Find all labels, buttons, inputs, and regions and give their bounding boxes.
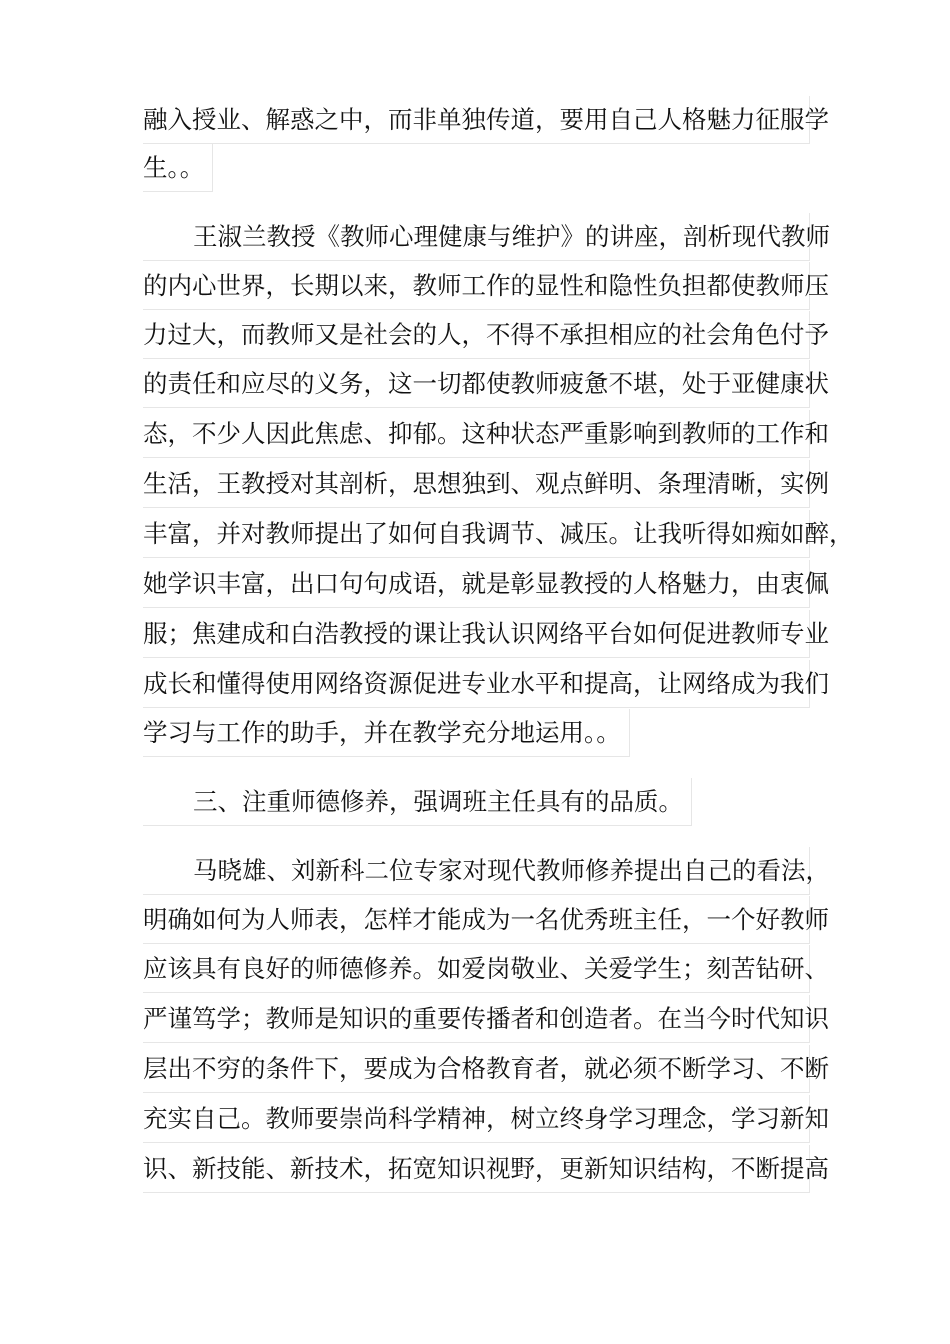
text-line: 层出不穷的条件下，要成为合格教育者，就必须不断学习、不断 [143, 1045, 810, 1093]
text-line: 严谨笃学；教师是知识的重要传播者和创造者。在当今时代知识 [143, 995, 810, 1043]
text-line: 服；焦建成和白浩教授的课让我认识网络平台如何促进教师专业 [143, 610, 810, 658]
text-line: 态，不少人因此焦虑、抑郁。这种状态严重影响到教师的工作和 [143, 410, 810, 458]
text-line: 识、新技能、新技术，拓宽知识视野，更新知识结构，不断提高 [143, 1145, 810, 1193]
text-line: 力过大，而教师又是社会的人，不得不承担相应的社会角色付予 [143, 311, 810, 359]
text-line: 的责任和应尽的义务，这一切都使教师疲惫不堪，处于亚健康状 [143, 360, 810, 408]
text-line: 应该具有良好的师德修养。如爱岗敬业、关爱学生；刻苦钻研、 [143, 945, 810, 993]
text-line: 她学识丰富，出口句句成语，就是彰显教授的人格魅力，由衷佩 [143, 560, 810, 608]
text-line: 成长和懂得使用网络资源促进专业水平和提高，让网络成为我们 [143, 660, 810, 708]
text-line: 充实自己。教师要崇尚科学精神，树立终身学习理念，学习新知 [143, 1095, 810, 1143]
text-line: 明确如何为人师表，怎样才能成为一名优秀班主任，一个好教师 [143, 896, 810, 944]
text-line: 融入授业、解惑之中，而非单独传道，要用自己人格魅力征服学 [143, 96, 810, 144]
text-line: 丰富，并对教师提出了如何自我调节、减压。让我听得如痴如醉， [143, 510, 810, 558]
text-line: 生。。 [143, 144, 213, 192]
text-line: 的内心世界，长期以来，教师工作的显性和隐性负担都使教师压 [143, 262, 810, 310]
text-line: 马晓雄、刘新科二位专家对现代教师修养提出自己的看法， [143, 847, 810, 895]
text-line: 生活，王教授对其剖析，思想独到、观点鲜明、条理清晰，实例 [143, 460, 810, 508]
section-heading: 三、注重师德修养，强调班主任具有的品质。 [143, 778, 692, 826]
text-line: 学习与工作的助手，并在教学充分地运用。。 [143, 709, 630, 757]
text-line: 王淑兰教授《教师心理健康与维护》的讲座，剖析现代教师 [143, 213, 810, 261]
